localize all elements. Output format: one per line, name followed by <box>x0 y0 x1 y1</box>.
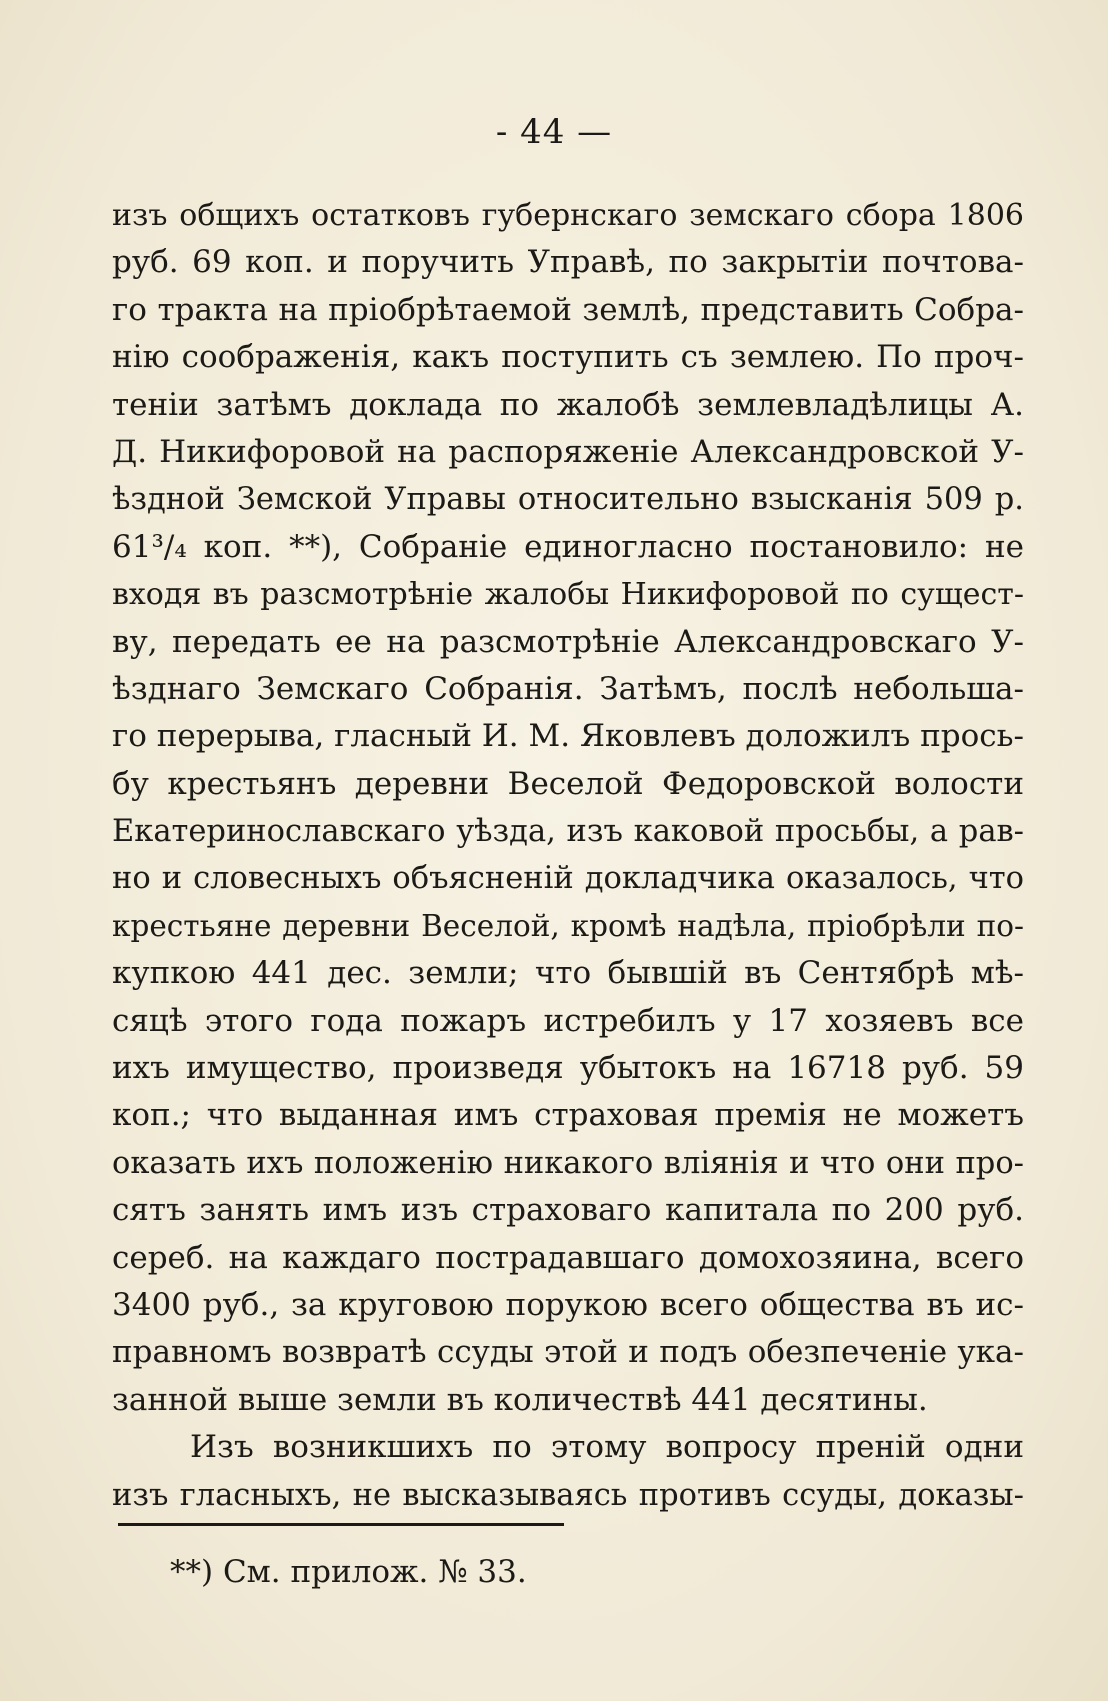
text-line: купкою 441 дес. земли; что бывшій въ Сентябрѣ мѣ- <box>112 955 1024 992</box>
text-line: коп.; что выданная имъ страховая премія не можетъ <box>112 1097 1024 1134</box>
text-line: ихъ имущество, произведя убытокъ на 16718 руб. 59 <box>112 1050 1024 1087</box>
text-line: сереб. на каждаго пострадавшаго домохозяина, всего <box>112 1239 1024 1276</box>
text-line: крестьяне деревни Веселой, кромѣ надѣла, пріобрѣли по- <box>112 908 1024 943</box>
page-number: - 44 — <box>495 112 613 152</box>
text-line: го перерыва, гласный И. М. Яковлевъ доложилъ прось- <box>112 718 1024 755</box>
text-line: правномъ возвратѣ ссуды этой и подъ обезпеченіе ука- <box>112 1334 1024 1371</box>
text-line: ву, передать ее на разсмотрѣніе Александровскаго У- <box>112 623 1024 660</box>
footnote-rule <box>118 1523 564 1526</box>
text-line: занной выше земли въ количествѣ 441 десятины. <box>112 1381 928 1418</box>
text-line: 61³/₄ коп. **), Собраніе единогласно постановило: не <box>112 528 1024 565</box>
text-line: сяцѣ этого года пожаръ истребилъ у 17 хозяевъ все <box>112 1002 1024 1039</box>
text-line: оказать ихъ положенію никакого вліянія и что они про- <box>112 1145 1024 1181</box>
text-line: но и словесныхъ объясненій докладчика оказалось, что <box>112 861 1024 897</box>
text-line: изъ гласныхъ, не высказываясь противъ ссуды, доказы- <box>112 1477 1024 1513</box>
text-line: нію соображенія, какъ поступить съ землею. По проч- <box>112 339 1024 376</box>
text-line: руб. 69 коп. и поручить Управѣ, по закрытіи почтова- <box>112 244 1024 281</box>
text-line: Д. Никифоровой на распоряженіе Александровской У- <box>112 433 1024 470</box>
text-line: Изъ возникшихъ по этому вопросу преній одни <box>190 1429 1024 1466</box>
text-line: ѣздной Земской Управы относительно взысканія 509 р. <box>112 482 1024 518</box>
text-line: ѣзднаго Земскаго Собранія. Затѣмъ, послѣ небольша- <box>112 670 1024 707</box>
text-line: изъ общихъ остатковъ губернскаго земскаго сбора 1806 <box>112 198 1024 233</box>
text-line: го тракта на пріобрѣтаемой землѣ, представить Собра- <box>112 291 1024 328</box>
text-line: 3400 руб., за круговою порукою всего общества въ ис- <box>112 1286 1024 1323</box>
body-text <box>112 192 1024 1519</box>
text-line: теніи затѣмъ доклада по жалобѣ землевладѣлицы А. <box>112 386 1024 423</box>
text-line: Екатеринославскаго уѣзда, изъ каковой просьбы, а рав- <box>112 814 1024 850</box>
footnote: **) См. прилож. № 33. <box>170 1554 527 1590</box>
text-line: входя въ разсмотрѣніе жалобы Никифоровой по сущест- <box>112 577 1024 613</box>
text-line: бу крестьянъ деревни Веселой Федоровской волости <box>112 765 1024 802</box>
text-line: сятъ занять имъ изъ страховаго капитала по 200 руб. <box>112 1192 1024 1229</box>
